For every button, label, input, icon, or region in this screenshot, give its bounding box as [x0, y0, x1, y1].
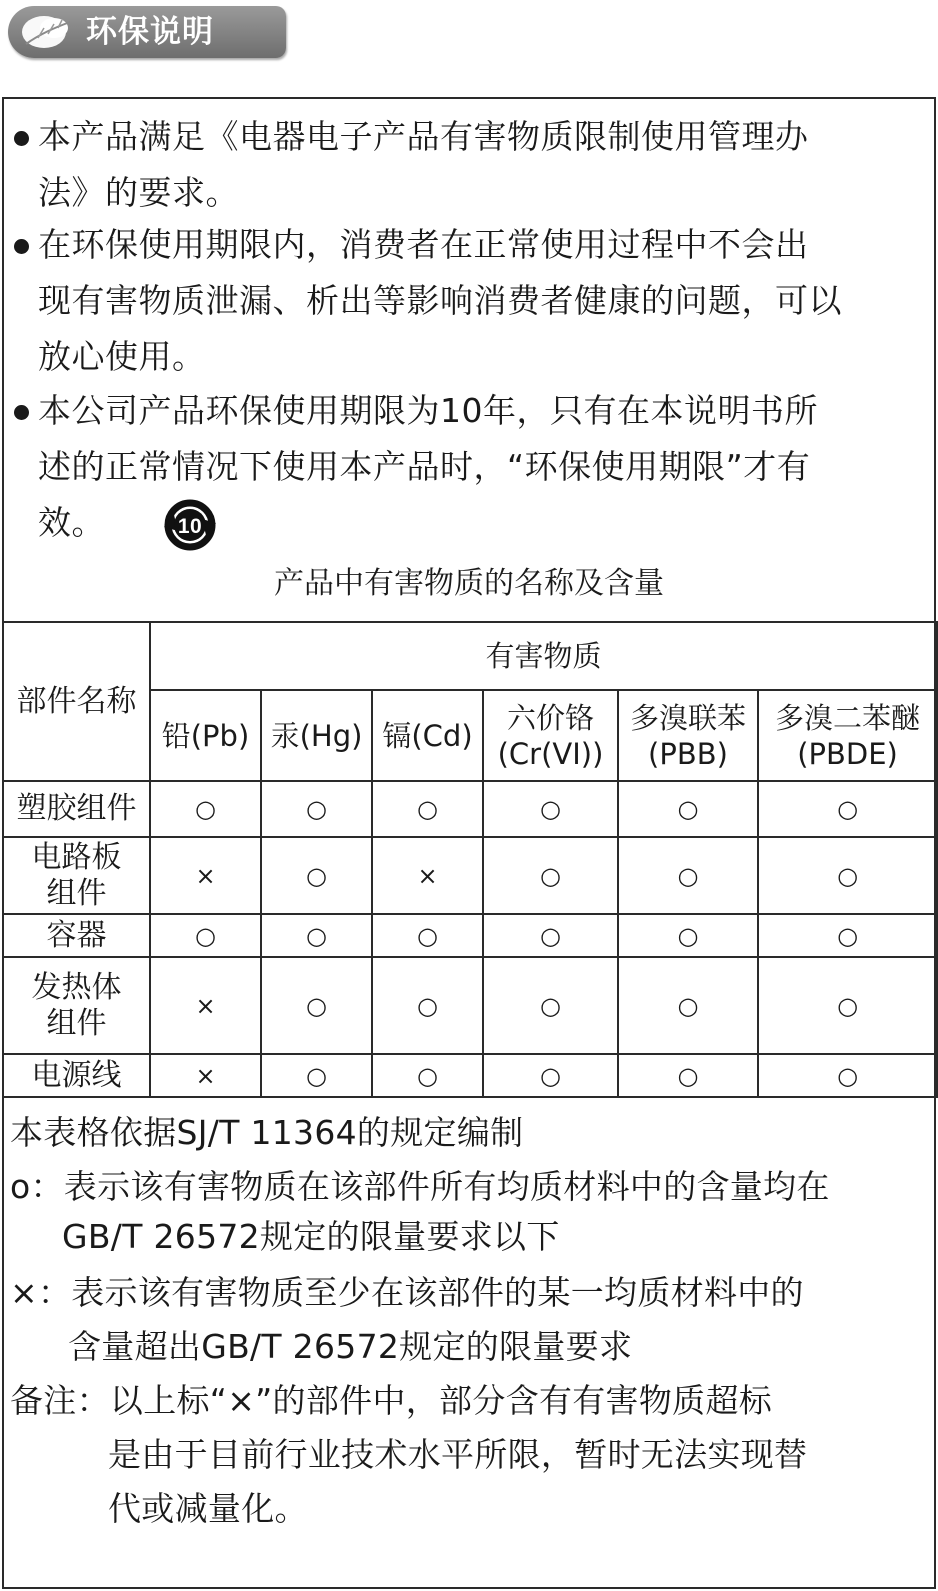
value-cell: ○: [261, 781, 372, 837]
remark-note-cont: 代或减量化。: [108, 1489, 308, 1528]
value-cell: ○: [483, 781, 618, 837]
column-header: 铅(Pb): [150, 690, 261, 781]
column-header: 多溴联苯 (PBB): [618, 690, 758, 781]
statement-line: [38, 495, 924, 553]
statement-item: [12, 109, 924, 221]
value-cell: ○: [483, 837, 618, 914]
part-name-cell: 容器: [3, 914, 150, 957]
table-row: [3, 1054, 937, 1097]
section-title: 环保说明: [86, 14, 214, 50]
cross-legend-note: ×：表示该有害物质至少在该部件的某一均质材料中的: [10, 1273, 804, 1312]
column-header: 镉(Cd): [372, 690, 483, 781]
bullet-icon: [14, 405, 29, 420]
circle-legend-note: o：表示该有害物质在该部件所有均质材料中的含量均在: [10, 1167, 830, 1206]
statement-line-text: 效。: [38, 503, 105, 542]
column-header: 六价铬 (Cr(VI)): [483, 690, 618, 781]
value-cell: ○: [372, 1054, 483, 1097]
value-cell: ○: [483, 914, 618, 957]
value-cell: ×: [150, 1054, 261, 1097]
value-cell: ○: [261, 914, 372, 957]
statement-line: 放心使用。: [38, 337, 206, 376]
statement-line: 在环保使用期限内，消费者在正常使用过程中不会出: [38, 225, 809, 264]
value-cell: ○: [758, 914, 937, 957]
value-cell: ○: [618, 781, 758, 837]
value-cell: ○: [261, 1054, 372, 1097]
value-cell: ○: [150, 914, 261, 957]
value-cell: ○: [758, 837, 937, 914]
statement-item: [12, 217, 924, 385]
table-row: [3, 781, 937, 837]
value-cell: ×: [150, 837, 261, 914]
value-cell: ○: [483, 957, 618, 1054]
eco-badge-label: 10: [177, 514, 203, 538]
column-header: 汞(Hg): [261, 690, 372, 781]
value-cell: ○: [758, 957, 937, 1054]
value-cell: ○: [261, 837, 372, 914]
value-cell: ○: [758, 781, 937, 837]
statement-line: 本产品满足《电器电子产品有害物质限制使用管理办: [38, 117, 809, 156]
value-cell: ○: [618, 1054, 758, 1097]
table-row: [3, 957, 937, 1054]
table-title: 产品中有害物质的名称及含量: [274, 566, 664, 601]
value-cell: ○: [372, 957, 483, 1054]
statement-line: 述的正常情况下使用本产品时，“环保使用期限”才有: [38, 447, 811, 486]
value-cell: ×: [372, 837, 483, 914]
table-header-row: [3, 622, 937, 690]
column-header: 多溴二苯醚 (PBDE): [758, 690, 937, 781]
environmental-protection-use-period-icon: [158, 497, 222, 553]
remark-note-cont: 是由于目前行业技术水平所限，暂时无法实现替: [108, 1435, 808, 1474]
table-row: [3, 914, 937, 957]
bullet-icon: [14, 131, 29, 146]
value-cell: ○: [372, 914, 483, 957]
statement-line: 现有害物质泄漏、析出等影响消费者健康的问题，可以: [38, 281, 842, 320]
hazardous-substance-header: 有害物质: [150, 622, 937, 690]
circle-legend-note-cont: GB/T 26572规定的限量要求以下: [62, 1217, 560, 1256]
remark-note: 备注：以上标“×”的部件中，部分含有有害物质超标: [10, 1381, 773, 1420]
hazardous-substance-table: [2, 621, 938, 1098]
main-frame: [2, 97, 936, 1589]
value-cell: ○: [618, 914, 758, 957]
statement-item: [12, 383, 924, 553]
value-cell: ×: [150, 957, 261, 1054]
section-header: [8, 6, 286, 58]
value-cell: ○: [372, 781, 483, 837]
statement-line: 本公司产品环保使用期限为10年，只有在本说明书所: [38, 391, 818, 430]
part-name-header: 部件名称: [3, 622, 150, 781]
table-basis-note: 本表格依据SJ/T 11364的规定编制: [10, 1113, 524, 1152]
value-cell: ○: [758, 1054, 937, 1097]
statement-line: 法》的要求。: [38, 173, 239, 212]
table-row: [3, 837, 937, 914]
part-name-cell: 发热体 组件: [3, 957, 150, 1054]
part-name-cell: 塑胶组件: [3, 781, 150, 837]
part-name-cell: 电源线: [3, 1054, 150, 1097]
value-cell: ○: [261, 957, 372, 1054]
value-cell: ○: [618, 957, 758, 1054]
leaf-icon: [18, 12, 80, 52]
cross-legend-note-cont: 含量超出GB/T 26572规定的限量要求: [68, 1327, 633, 1366]
bullet-icon: [14, 239, 29, 254]
value-cell: ○: [483, 1054, 618, 1097]
value-cell: ○: [150, 781, 261, 837]
value-cell: ○: [618, 837, 758, 914]
part-name-cell: 电路板 组件: [3, 837, 150, 914]
